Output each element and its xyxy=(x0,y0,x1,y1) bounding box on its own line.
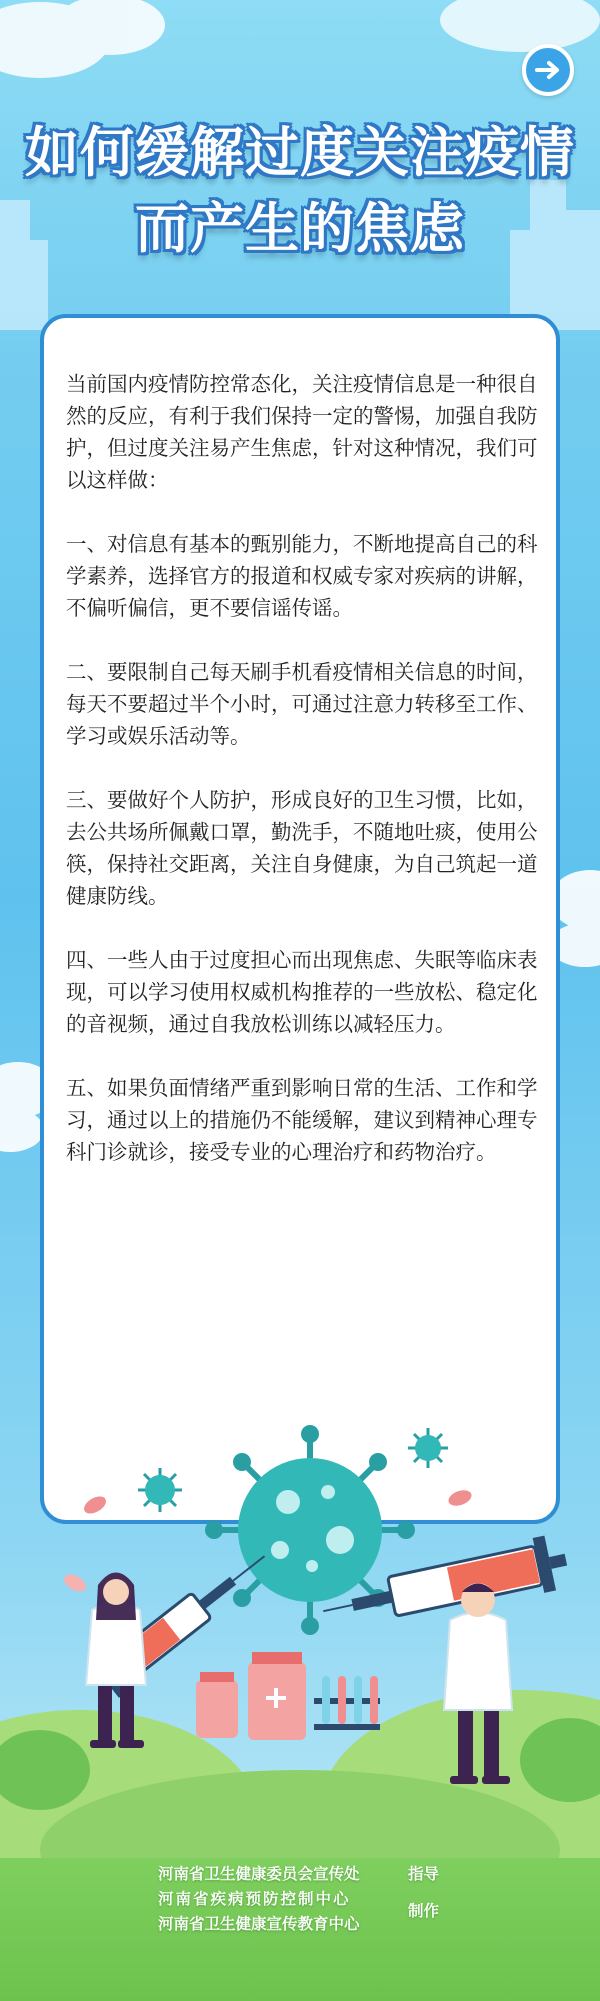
role-guidance: 指导 xyxy=(408,1865,440,1883)
cloud-top-right xyxy=(440,0,600,52)
role-production: 制作 xyxy=(408,1902,440,1920)
article-content xyxy=(66,368,540,1200)
medicine-jars-illustration xyxy=(196,1652,306,1740)
tip-paragraph-1: 一、对信息有基本的甄别能力，不断地提高自己的科学素养，选择官方的报道和权威专家对疾病的讲解，不偏听偏信，更不要信谣传谣。 xyxy=(66,532,538,620)
intro-paragraph: 当前国内疫情防控常态化，关注疫情信息是一种很自然的反应，有利于我们保持一定的警惕，加强自我防护，但过度关注易产生焦虑，针对这种情况，我们可以这样做： xyxy=(66,372,538,492)
page-title-line-1: 如何缓解过度关注疫情 xyxy=(25,121,575,184)
org-cdc: 河南省疾病预防控制中心 xyxy=(158,1890,351,1908)
article-card xyxy=(40,314,560,1524)
tip-paragraph-5: 五、如果负面情绪严重到影响日常的生活、工作和学习，通过以上的措施仍不能缓解，建议到精神心理专科门诊就诊，接受专业的心理治疗和药物治疗。 xyxy=(66,1076,538,1164)
tip-paragraph-2: 二、要限制自己每天刷手机看疫情相关信息的时间，每天不要超过半个小时，可通过注意力转移至工作、学习或娱乐活动等。 xyxy=(66,660,538,748)
tip-paragraph-4: 四、一些人由于过度担心而出现焦虑、失眠等临床表现，可以学习使用权威机构推荐的一些放松、稳定化的音视频，通过自我放松训练以减轻压力。 xyxy=(66,948,538,1036)
test-tubes-illustration xyxy=(314,1676,380,1730)
illustration-scene xyxy=(0,1380,600,1860)
small-virus-left xyxy=(138,1468,182,1512)
org-health-commission: 河南省卫生健康委员会宣传处 xyxy=(158,1865,360,1883)
org-health-education-center: 河南省卫生健康宣传教育中心 xyxy=(158,1915,360,1933)
tip-paragraph-3: 三、要做好个人防护，形成良好的卫生习惯，比如，去公共场所佩戴口罩，勤洗手，不随地吐痰，使用公筷，保持社交距离，关注自身健康，为自己筑起一道健康防线。 xyxy=(66,788,538,908)
page-title-line-2: 而产生的焦虑 xyxy=(135,197,465,260)
small-virus-right xyxy=(408,1428,448,1468)
next-button[interactable] xyxy=(522,44,574,96)
cloud-top-left xyxy=(0,0,165,78)
arrow-right-icon xyxy=(535,60,561,80)
